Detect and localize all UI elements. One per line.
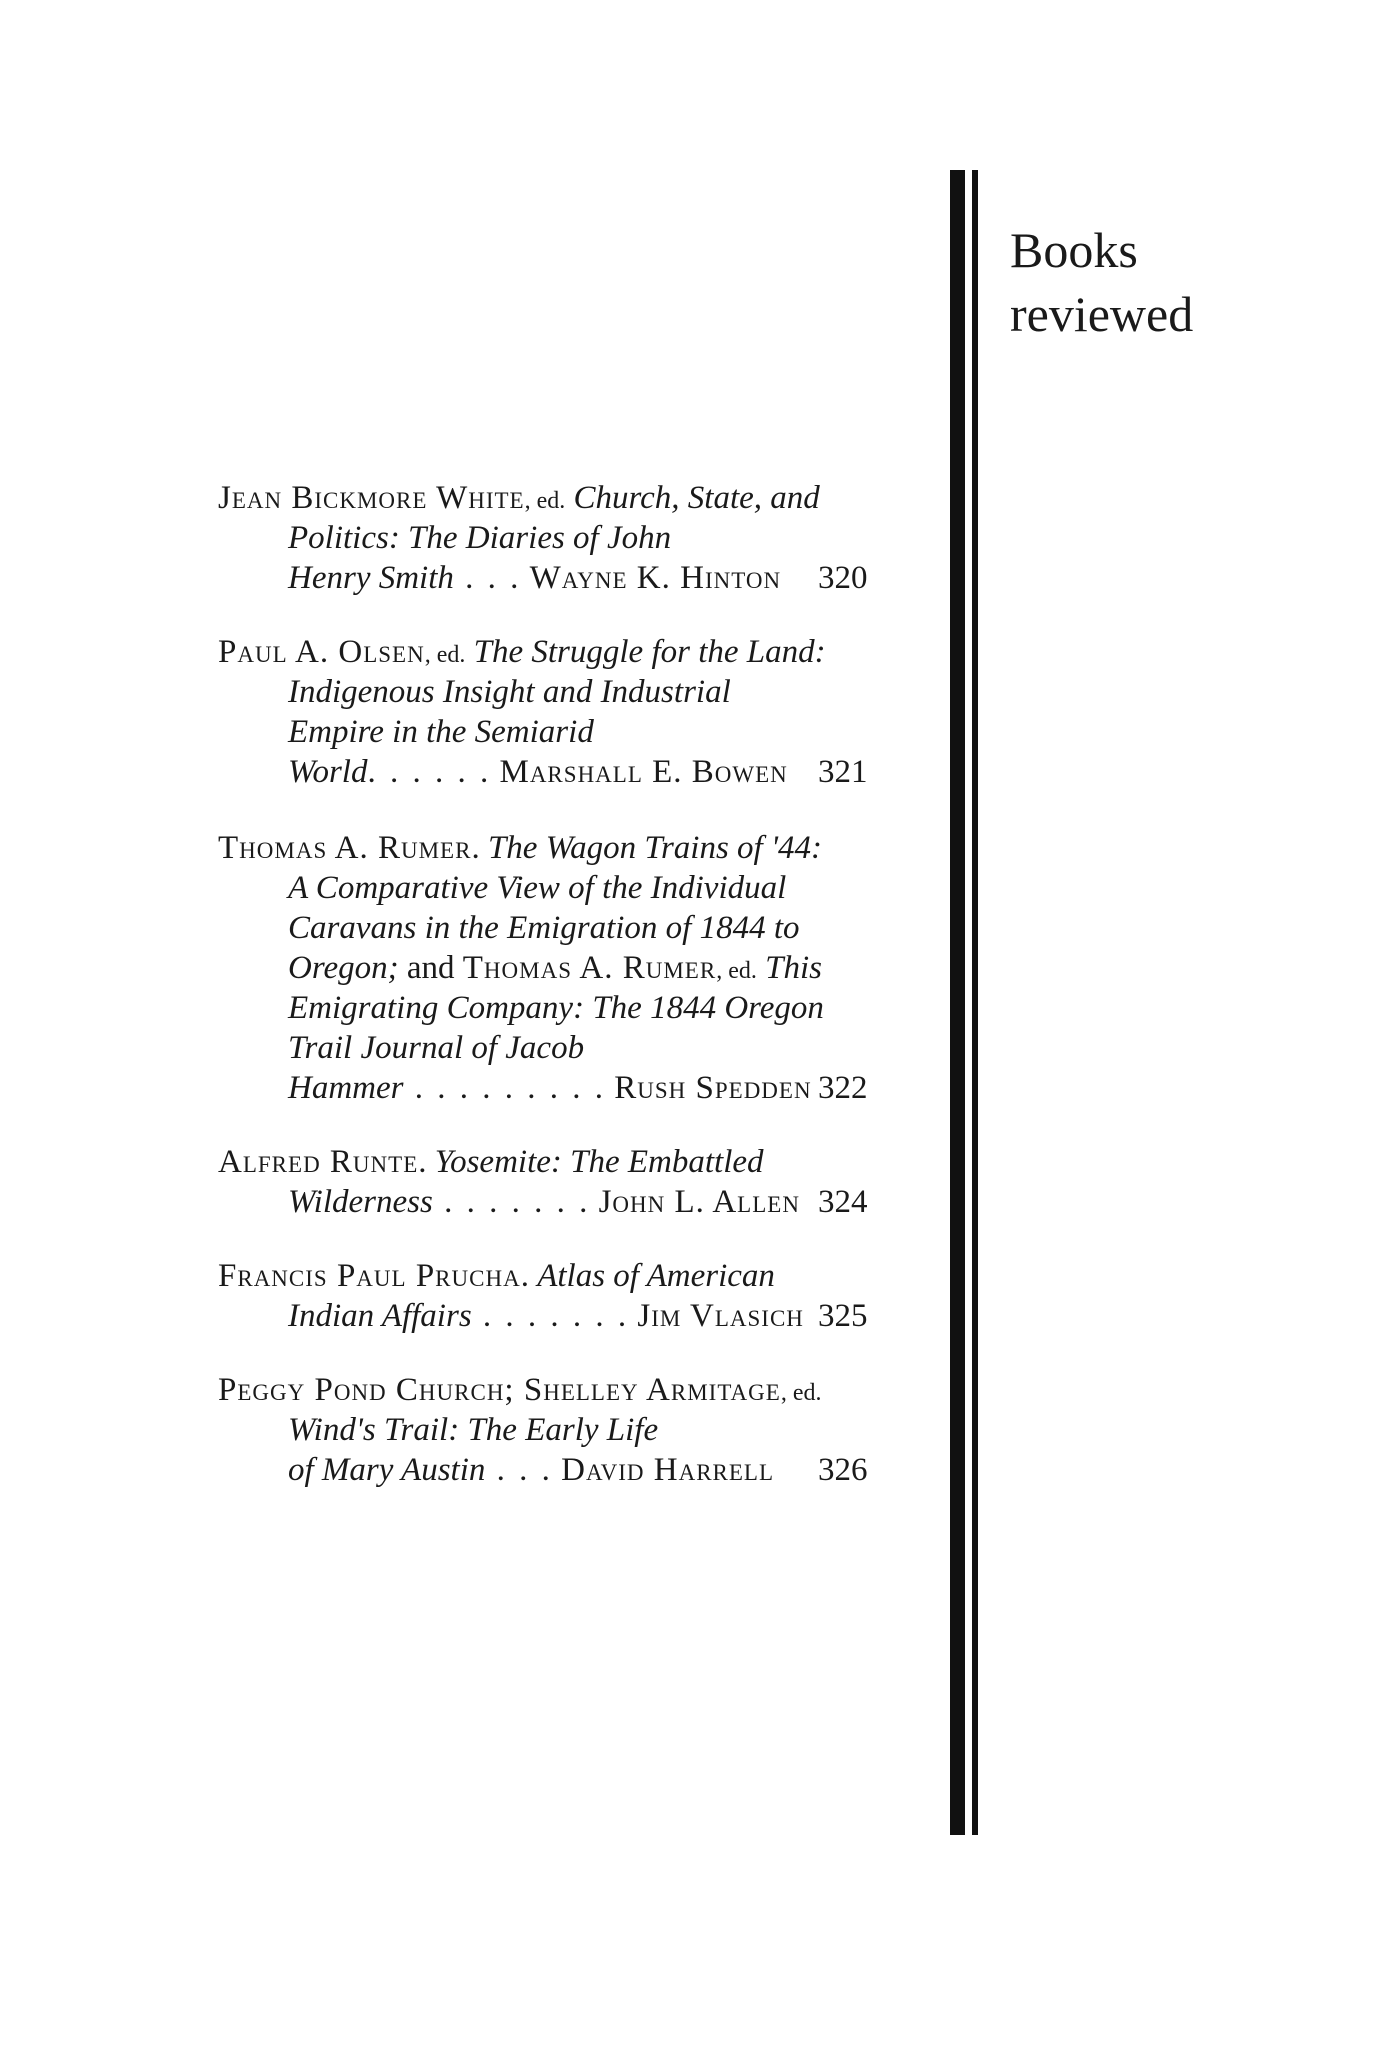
book-title: Wind's Trail: The Early Life: [288, 1412, 659, 1448]
book-title: Atlas of American: [537, 1258, 775, 1294]
book-title-cont: of Mary Austin: [288, 1452, 486, 1488]
reviewer-name: John L. Allen: [598, 1184, 800, 1220]
book-title-cont: Indian Affairs: [288, 1298, 472, 1334]
book-title-cont: Caravans in the Emigration of 1844 to: [288, 910, 800, 946]
heading-line-1: Books: [1010, 222, 1138, 278]
book-title-cont: Hammer: [288, 1070, 404, 1106]
page-number: 325: [818, 1298, 868, 1334]
vertical-rule-thin: [972, 170, 978, 1835]
book-author-2: Thomas A. Rumer: [462, 950, 717, 986]
separator: .: [418, 1144, 427, 1180]
book-author: Jean Bickmore White: [218, 480, 525, 516]
book-author: Thomas A. Rumer: [218, 830, 472, 866]
book-title-cont: World: [288, 754, 368, 790]
book-title-cont: Indigenous Insight and Industrial: [288, 674, 731, 710]
dot-leader: . . . . . . .: [432, 1184, 591, 1220]
reviewer-name: David Harrell: [561, 1452, 775, 1488]
reviewer-name: Jim Vlasich: [637, 1298, 804, 1334]
conjunction: and: [398, 950, 463, 986]
page-heading: [1010, 218, 1193, 346]
book-title-cont: Empire in the Semiarid: [288, 714, 594, 750]
dot-leader: . . .: [485, 1452, 553, 1488]
book-title-cont: Wilderness: [288, 1184, 433, 1220]
separator: .: [471, 830, 480, 866]
dot-leader: . . .: [453, 560, 522, 596]
book-title-cont: Oregon;: [288, 950, 399, 986]
page-number: 322: [818, 1070, 868, 1106]
book-title: The Wagon Trains of '44:: [487, 830, 823, 866]
reviewer-name: Wayne K. Hinton: [529, 560, 782, 596]
book-title-cont: Henry Smith: [288, 560, 454, 596]
vertical-rule-thick: [950, 170, 965, 1835]
book-title: The Struggle for the Land:: [473, 634, 826, 670]
book-author: Paul A. Olsen: [218, 634, 425, 670]
book-title-cont: Politics: The Diaries of John: [288, 520, 672, 556]
book-title: Yosemite: The Embattled: [434, 1144, 764, 1180]
separator: .: [520, 1258, 529, 1294]
reviewer-name: Rush Spedden: [614, 1070, 812, 1106]
heading-line-2: reviewed: [1010, 286, 1194, 342]
dot-leader: . . . . . . . . .: [403, 1070, 606, 1106]
dot-leader: . . . . . .: [367, 754, 492, 790]
page-number: 324: [818, 1184, 868, 1220]
editor-marker: , ed.: [780, 1380, 822, 1406]
editor-marker: , ed.: [524, 488, 566, 514]
editor-marker: , ed.: [716, 958, 757, 984]
book-title-2: This: [765, 950, 822, 986]
book-title-cont: A Comparative View of the Individual: [288, 870, 787, 906]
reviewer-name: Marshall E. Bowen: [499, 754, 788, 790]
editor-marker: , ed.: [424, 642, 466, 668]
book-title: Church, State, and: [573, 480, 820, 516]
page-number: 320: [818, 560, 868, 596]
book-author: Peggy Pond Church; Shelley Armitage: [218, 1372, 781, 1408]
book-title-cont: Trail Journal of Jacob: [288, 1030, 585, 1066]
book-title-cont: Emigrating Company: The 1844 Oregon: [288, 990, 824, 1026]
dot-leader: . . . . . . .: [471, 1298, 630, 1334]
book-author: Alfred Runte: [218, 1144, 419, 1180]
book-author: Francis Paul Prucha: [218, 1258, 521, 1294]
page-number: 321: [818, 754, 868, 790]
page-number: 326: [818, 1452, 868, 1488]
